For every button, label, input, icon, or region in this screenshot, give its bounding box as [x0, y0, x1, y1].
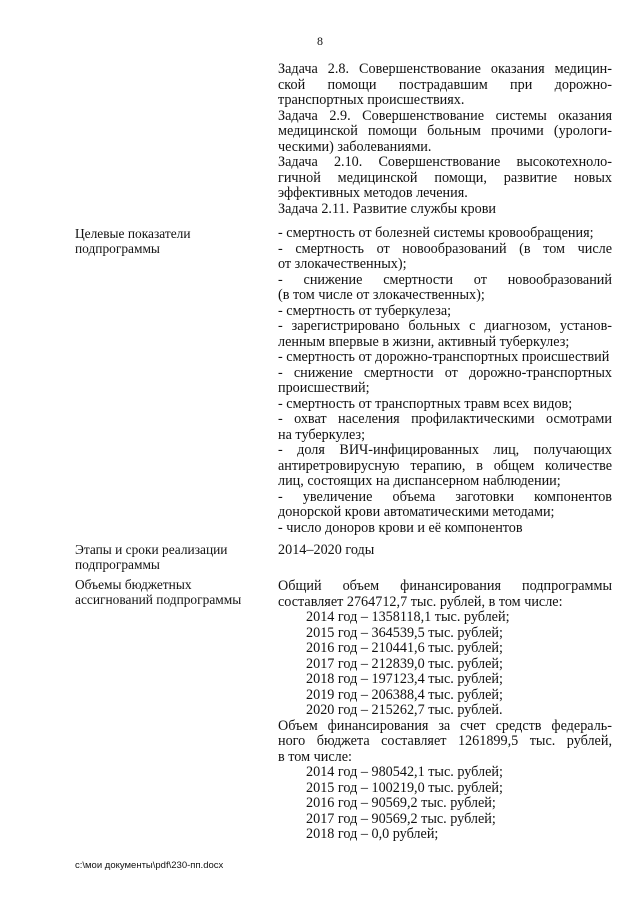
indicators-label-line: Целевые показатели: [75, 226, 191, 241]
indicator-line: - смертность от болезней системы кровообращения;: [278, 225, 594, 241]
indicators-label-line: подпрограммы: [75, 240, 160, 256]
task-line: гичной медицинской помощи, развитие новых: [278, 169, 612, 186]
task-line: ской помощи пострадавшим при дорожно-: [278, 76, 612, 93]
footer-file-path: c:\мои документы\pdf\230-пп.docx: [75, 860, 224, 871]
task-line: Задача 2.10. Совершенствование высокотехноло-: [278, 154, 612, 170]
indicators-label: [75, 227, 270, 256]
budget-federal-year-line: 2015 год – 100219,0 тыс. рублей;: [306, 779, 503, 796]
indicator-line: - снижение смертности от дорожно-транспортных: [278, 364, 612, 381]
budget-year-line: 2020 год – 215262,7 тыс. рублей.: [306, 702, 503, 718]
budget-federal-year-line: 2016 год – 90569,2 тыс. рублей;: [306, 795, 496, 811]
indicator-line: - зарегистрировано больных с диагнозом, установ-: [278, 318, 612, 334]
budget-year-line: 2019 год – 206388,4 тыс. рублей;: [306, 686, 503, 703]
budget-federal-line: Объем финансирования за счет средств федераль-: [278, 717, 612, 734]
budget-federal-year-line: 2014 год – 980542,1 тыс. рублей;: [306, 764, 503, 780]
indicator-line: происшествий;: [278, 380, 370, 396]
indicators-list: [278, 226, 612, 536]
indicator-line: от злокачественных);: [278, 256, 407, 272]
indicator-line: - число доноров крови и её компонентов: [278, 519, 523, 536]
indicator-line: - смертность от туберкулеза;: [278, 302, 452, 319]
budget-federal-year-line: 2018 год – 0,0 рублей;: [306, 826, 439, 842]
task-line: Задача 2.8. Совершенствование оказания медицин-: [278, 61, 612, 77]
budget-label: [75, 578, 270, 607]
indicator-line: - смертность от новообразований (в том числе: [278, 240, 612, 257]
indicator-line: антиретровирусную терапию, в общем количестве: [278, 457, 612, 474]
budget-label-line: Объемы бюджетных: [75, 577, 192, 592]
budget-federal-line: ного бюджета составляет 1261899,5 тыс. рублей,: [278, 733, 612, 749]
page-number: 8: [317, 34, 323, 48]
indicator-line: - увеличение объема заготовки компонентов: [278, 488, 612, 505]
budget-total-line: составляет 2764712,7 тыс. рублей, в том числе:: [278, 593, 563, 610]
budget-total-line: Общий объем финансирования подпрограммы: [278, 578, 612, 594]
stages-label-line: Этапы и сроки реализации: [75, 542, 228, 557]
indicator-line: лиц, состоящих на диспансерном наблюдении;: [278, 473, 561, 489]
task-line: транспортных происшествиях.: [278, 92, 465, 108]
indicator-line: - доля ВИЧ-инфицированных лиц, получающих: [278, 442, 612, 458]
indicator-line: (в том числе от злокачественных);: [278, 287, 485, 303]
task-line: Задача 2.11. Развитие службы крови: [278, 200, 497, 217]
indicator-line: донорской крови автоматическими методами;: [278, 504, 555, 520]
task-line: Задача 2.9. Совершенствование системы оказания: [278, 107, 612, 124]
indicator-line: - смертность от транспортных травм всех видов;: [278, 395, 573, 412]
budget-year-line: 2017 год – 212839,0 тыс. рублей;: [306, 655, 503, 672]
stages-label-line: подпрограммы: [75, 556, 160, 572]
indicator-line: ленным впервые в жизни, активный туберкулез;: [278, 333, 570, 350]
stages-value: [278, 543, 612, 559]
budget-federal-year-line: 2017 год – 90569,2 тыс. рублей;: [306, 810, 496, 827]
tasks-block: [278, 62, 612, 217]
budget-year-line: 2014 год – 1358118,1 тыс. рублей;: [306, 609, 510, 625]
indicator-line: на туберкулез;: [278, 426, 366, 443]
budget-year-line: 2016 год – 210441,6 тыс. рублей;: [306, 640, 503, 656]
indicator-line: - охват населения профилактическими осмотрами: [278, 411, 612, 427]
indicator-line: - смертность от дорожно-транспортных происшествий: [278, 349, 610, 365]
budget-federal-line: в том числе:: [278, 748, 352, 765]
budget-label-line: ассигнований подпрограммы: [75, 591, 242, 607]
task-line: ческими) заболеваниями.: [278, 138, 432, 155]
budget-year-line: 2018 год – 197123,4 тыс. рублей;: [306, 671, 503, 687]
task-line: эффективных методов лечения.: [278, 185, 468, 201]
stages-value-line: 2014–2020 годы: [278, 542, 375, 558]
budget-year-line: 2015 год – 364539,5 тыс. рублей;: [306, 624, 503, 641]
task-line: медицинской помощи больным прочими (урологи-: [278, 123, 612, 139]
indicator-line: - снижение смертности от новообразований: [278, 271, 612, 288]
stages-label: [75, 543, 270, 572]
budget-details: [278, 579, 612, 843]
